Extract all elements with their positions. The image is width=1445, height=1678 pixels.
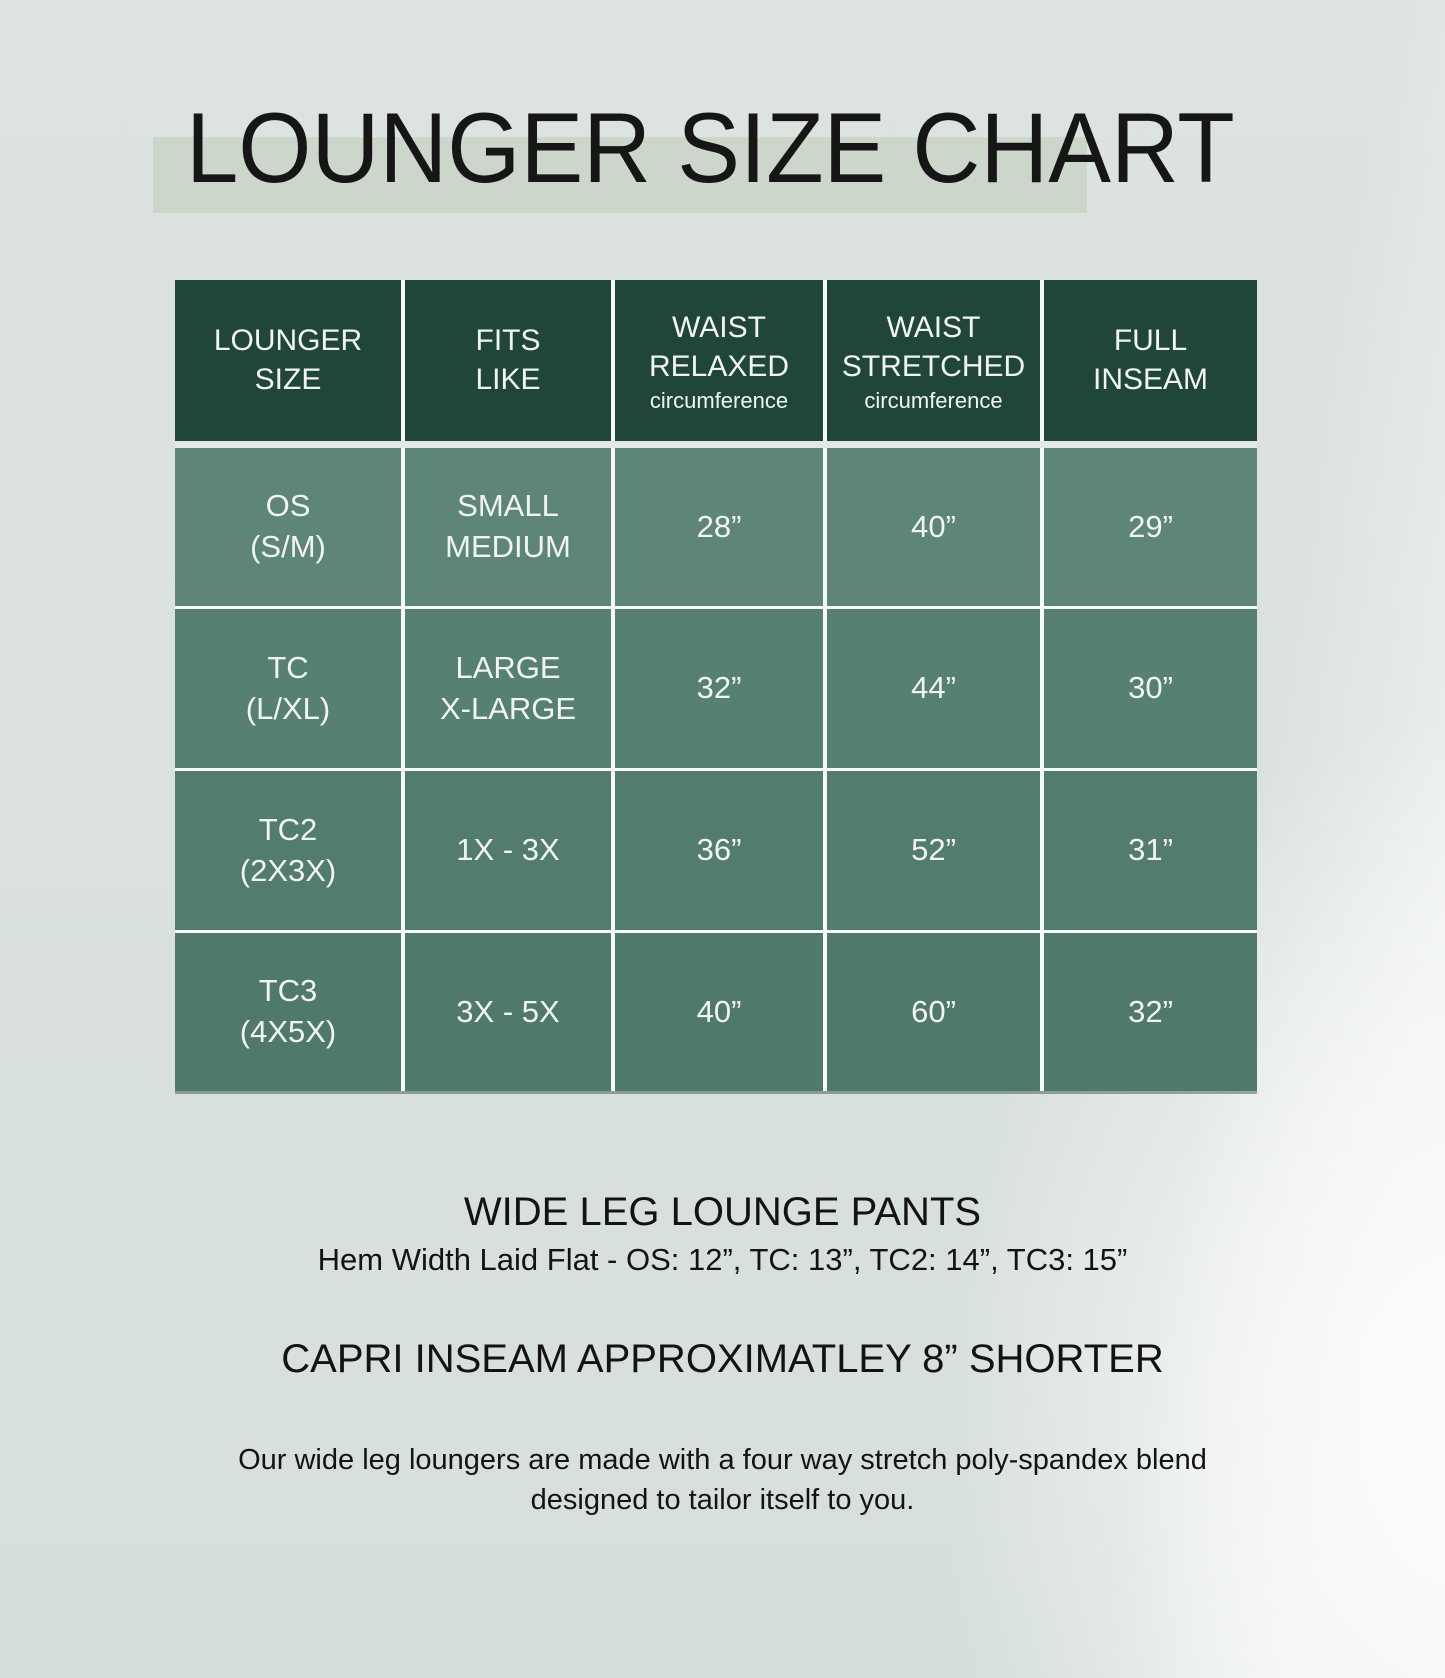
size-table <box>175 280 1257 1094</box>
table-row <box>175 768 1257 930</box>
cell-line: TC2 <box>258 811 318 847</box>
column-header-line: FITS <box>475 323 541 357</box>
cell-line: X-LARGE <box>439 690 577 726</box>
cell-line: 60” <box>911 993 956 1029</box>
column-header-line: INSEAM <box>1092 362 1209 396</box>
cell-line: 36” <box>696 832 742 868</box>
cell-waist-relaxed <box>611 448 823 606</box>
column-header-line: FULL <box>1113 323 1188 357</box>
column-header-subtext: circumference <box>649 387 789 413</box>
cell-line: 52” <box>911 832 956 868</box>
cell-line: TC3 <box>258 973 318 1009</box>
column-header-line: LIKE <box>475 362 541 396</box>
column-header-fits-like <box>401 280 611 441</box>
column-header-full-inseam <box>1040 280 1257 441</box>
column-header-lounger-size <box>175 280 401 441</box>
cell-line: TC <box>267 649 309 685</box>
cell-full-inseam <box>1040 771 1257 930</box>
cell-waist-stretched <box>823 771 1040 930</box>
cell-fits-like <box>401 933 611 1091</box>
cell-fits-like <box>401 609 611 768</box>
cell-lounger-size <box>175 609 401 768</box>
cell-lounger-size <box>175 933 401 1091</box>
column-header-line: WAIST <box>672 310 766 344</box>
cell-line: 1X - 3X <box>456 832 560 868</box>
column-header-line: STRETCHED <box>841 349 1026 383</box>
cell-full-inseam <box>1040 933 1257 1091</box>
cell-line: (S/M) <box>250 529 326 564</box>
cell-line: 3X - 5X <box>456 993 560 1029</box>
cell-line: 28” <box>696 508 742 544</box>
column-header-line: LOUNGER <box>213 323 363 357</box>
cell-line: OS <box>265 488 311 524</box>
table-row <box>175 441 1257 606</box>
wide-leg-heading: WIDE LEG LOUNGE PANTS <box>463 1190 982 1234</box>
fabric-blurb-line: Our wide leg loungers are made with a four way stretch poly-spandex blend <box>238 1444 1207 1476</box>
cell-line: MEDIUM <box>445 529 571 564</box>
cell-line: (2X3X) <box>239 852 337 888</box>
cell-fits-like <box>401 771 611 930</box>
column-header-line: SIZE <box>254 362 322 396</box>
cell-line: 32” <box>696 670 742 706</box>
cell-line: SMALL <box>457 488 559 524</box>
table-row <box>175 930 1257 1094</box>
capri-inseam-note: CAPRI INSEAM APPROXIMATLEY 8” SHORTER <box>281 1337 1164 1381</box>
cell-waist-stretched <box>823 448 1040 606</box>
cell-full-inseam <box>1040 609 1257 768</box>
cell-waist-relaxed <box>611 771 823 930</box>
column-header-line: WAIST <box>886 310 981 344</box>
cell-line: 44” <box>911 670 956 706</box>
cell-line: 40” <box>696 993 742 1029</box>
cell-waist-relaxed <box>611 933 823 1091</box>
cell-line: 30” <box>1128 670 1173 706</box>
cell-line: 40” <box>911 508 956 544</box>
column-header-line: RELAXED <box>648 349 790 383</box>
table-row <box>175 606 1257 768</box>
cell-line: 31” <box>1128 832 1173 868</box>
page-title: LOUNGER SIZE CHART <box>186 92 1235 203</box>
fabric-blurb <box>0 1440 1445 1520</box>
cell-fits-like <box>401 448 611 606</box>
table-header-row <box>175 280 1257 441</box>
cell-line: LARGE <box>455 649 561 685</box>
column-header-waist-stretched <box>823 280 1040 441</box>
column-header-subtext: circumference <box>864 387 1003 413</box>
cell-waist-stretched <box>823 609 1040 768</box>
cell-line: 32” <box>1128 993 1173 1029</box>
cell-full-inseam <box>1040 448 1257 606</box>
cell-waist-relaxed <box>611 609 823 768</box>
cell-line: (4X5X) <box>239 1014 337 1049</box>
column-header-waist-relaxed <box>611 280 823 441</box>
cell-lounger-size <box>175 771 401 930</box>
cell-waist-stretched <box>823 933 1040 1091</box>
fabric-blurb-line: designed to tailor itself to you. <box>530 1484 915 1516</box>
cell-lounger-size <box>175 448 401 606</box>
cell-line: 29” <box>1128 508 1173 544</box>
hem-width-note: Hem Width Laid Flat - OS: 12”, TC: 13”, TC2: 14”, TC3: 15” <box>317 1242 1128 1277</box>
cell-line: (L/XL) <box>245 690 331 726</box>
